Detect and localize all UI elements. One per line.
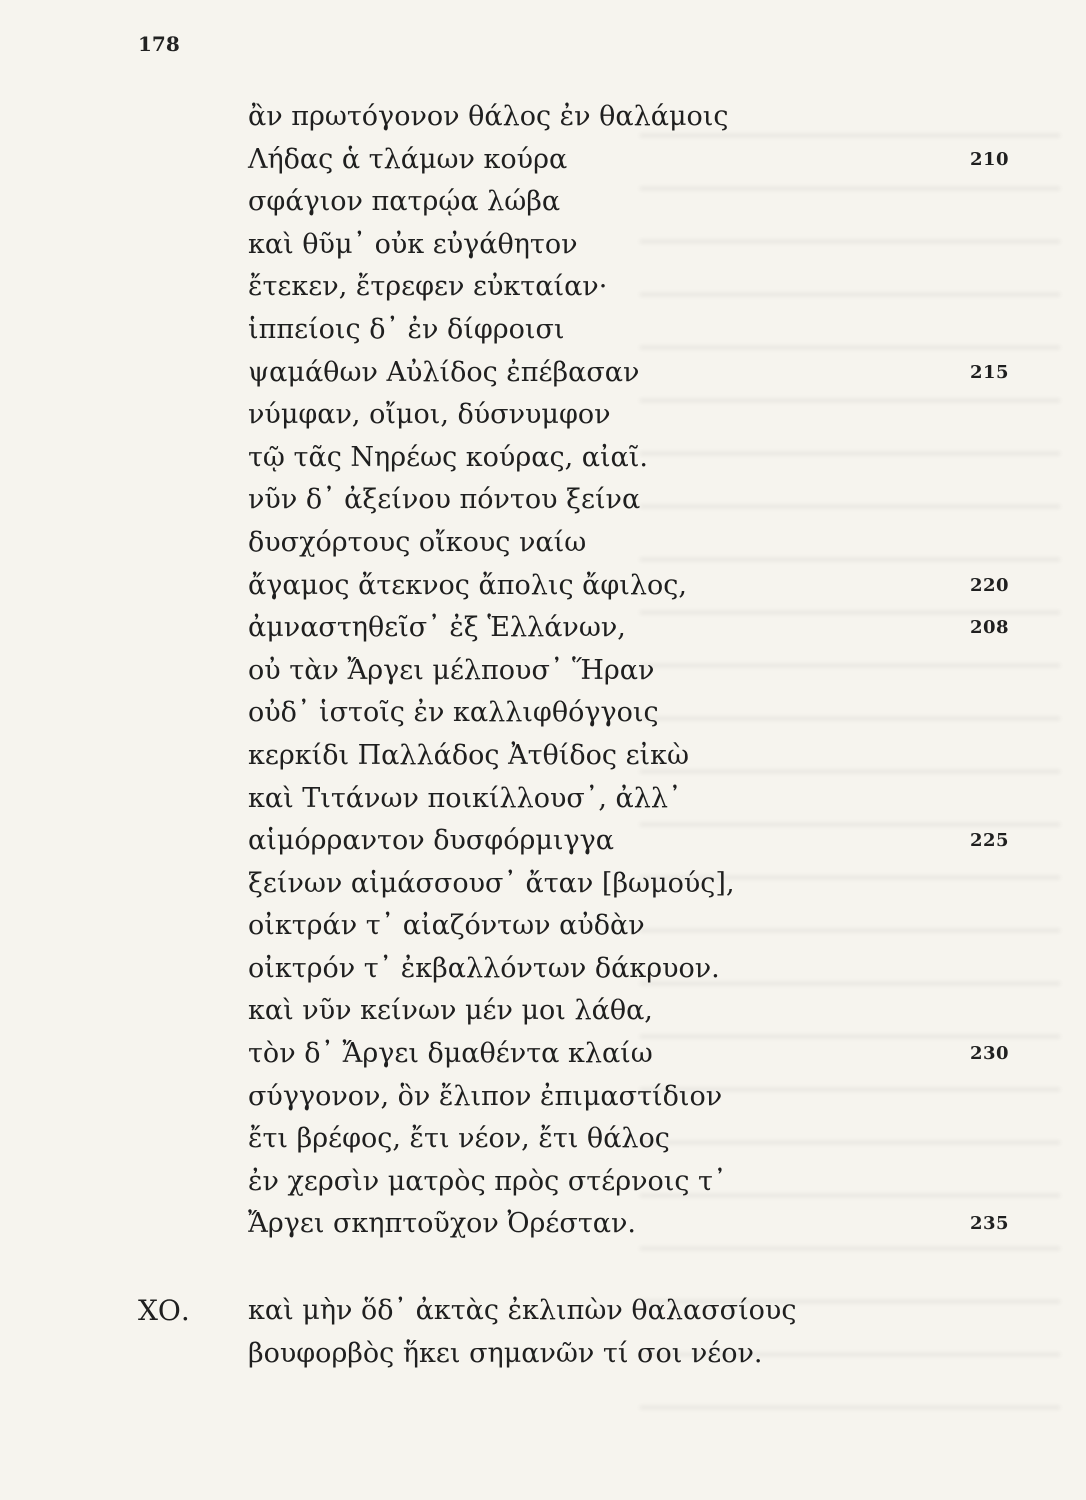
verse-line	[248, 96, 1048, 139]
line-number: 230	[970, 1043, 1010, 1065]
verse-line	[248, 522, 1048, 565]
verse-text: ἐν χερσὶν ματρὸς πρὸς στέρνοις τ᾽	[248, 1165, 727, 1197]
line-number: 210	[970, 148, 1010, 170]
verse-text: καὶ θῦμ᾽ οὐκ εὐγάθητον	[248, 228, 578, 260]
verse-line	[248, 266, 1048, 309]
verse-line	[248, 1333, 1038, 1376]
verse-line	[248, 820, 1048, 863]
verse-line	[248, 1203, 1048, 1246]
verse-text: καὶ νῦν κείνων μέν μοι λάθα,	[248, 995, 653, 1027]
verse-text: οἰκτράν τ᾽ αἰαζόντων αὐδὰν	[248, 910, 645, 942]
verse-line	[248, 1290, 1038, 1333]
verse-line	[248, 1076, 1048, 1119]
verse-text: τὸν δ᾽ Ἄργει δμαθέντα κλαίω	[248, 1038, 653, 1070]
verse-line	[248, 565, 1048, 608]
verse-line	[248, 1118, 1048, 1161]
verse-text: οὐ τὰν Ἄργει μέλπουσ᾽ Ἥραν	[248, 654, 655, 686]
verse-text: ἱππείοις δ᾽ ἐν δίφροισι	[248, 313, 565, 345]
verse-text: οἰκτρόν τ᾽ ἐκβαλλόντων δάκρυον.	[248, 952, 720, 984]
verse-line	[248, 905, 1048, 948]
line-number: 225	[970, 830, 1010, 852]
verse-text: ἔτεκεν, ἔτρεφεν εὐκταίαν·	[248, 271, 608, 303]
verse-line	[248, 863, 1048, 906]
verse-text: ξείνων αἱμάσσουσ᾽ ἄταν [βωμούς],	[248, 867, 735, 899]
monody-verse-block	[248, 96, 1048, 1246]
verse-text: ἂν πρωτόγονον θάλος ἐν θαλάμοις	[248, 101, 729, 132]
verse-line	[248, 352, 1048, 395]
verse-text: ψαμάθων Αὐλίδος ἐπέβασαν	[248, 356, 640, 388]
verse-text: κερκίδι Παλλάδος Ἀτθίδος εἰκὼ	[248, 739, 690, 771]
verse-line	[248, 948, 1048, 991]
verse-line	[248, 1161, 1048, 1204]
verse-line	[248, 778, 1048, 821]
verse-text: Λήδας ἁ τλάμων κούρα	[248, 143, 568, 175]
verse-text: ἔτι βρέφος, ἔτι νέον, ἔτι θάλος	[248, 1123, 670, 1155]
page-number: 178	[138, 32, 180, 56]
line-number: 215	[970, 361, 1010, 383]
line-number: 235	[970, 1213, 1010, 1235]
verse-line	[248, 224, 1048, 267]
verse-text: δυσχόρτους οἴκους ναίω	[248, 526, 587, 558]
verse-line	[248, 181, 1048, 224]
verse-text: σφάγιον πατρῴα λώβα	[248, 186, 561, 218]
verse-line	[248, 139, 1048, 182]
verse-line	[248, 1033, 1048, 1076]
verse-text: βουφορβὸς ἥκει σημανῶν τί σοι νέον.	[248, 1337, 763, 1369]
line-number: 208	[970, 617, 1010, 639]
line-number: 220	[970, 574, 1010, 596]
speaker-label: ΧΟ.	[138, 1294, 190, 1327]
verse-line	[248, 437, 1048, 480]
verse-line	[248, 650, 1048, 693]
verse-text: τῷ τᾶς Νηρέως κούρας, αἰαῖ.	[248, 441, 648, 473]
verse-line	[248, 479, 1048, 522]
verse-line	[248, 735, 1048, 778]
chorus-verse-block	[248, 1290, 1038, 1375]
verse-text: νύμφαν, οἴμοι, δύσνυμφον	[248, 399, 611, 431]
verse-text: σύγγονον, ὃν ἔλιπον ἐπιμαστίδιον	[248, 1080, 723, 1112]
verse-text: ἀμναστηθεῖσ᾽ ἐξ Ἑλλάνων,	[248, 612, 626, 644]
verse-text: νῦν δ᾽ ἀξείνου πόντου ξείνα	[248, 484, 641, 516]
verse-text: αἱμόρραντον δυσφόρμιγγα	[248, 825, 614, 857]
verse-text: οὐδ᾽ ἱστοῖς ἐν καλλιφθόγγοις	[248, 697, 659, 729]
verse-text: καὶ μὴν ὅδ᾽ ἀκτὰς ἐκλιπὼν θαλασσίους	[248, 1295, 797, 1326]
verse-text: Ἄργει σκηπτοῦχον Ὀρέσταν.	[248, 1208, 637, 1240]
verse-line	[248, 990, 1048, 1033]
verse-line	[248, 607, 1048, 650]
verse-text: ἄγαμος ἄτεκνος ἄπολις ἄφιλος,	[248, 569, 687, 601]
verse-line	[248, 309, 1048, 352]
verse-line	[248, 692, 1048, 735]
verse-line	[248, 394, 1048, 437]
verse-text: καὶ Τιτάνων ποικίλλουσ᾽, ἀλλ᾽	[248, 782, 682, 814]
